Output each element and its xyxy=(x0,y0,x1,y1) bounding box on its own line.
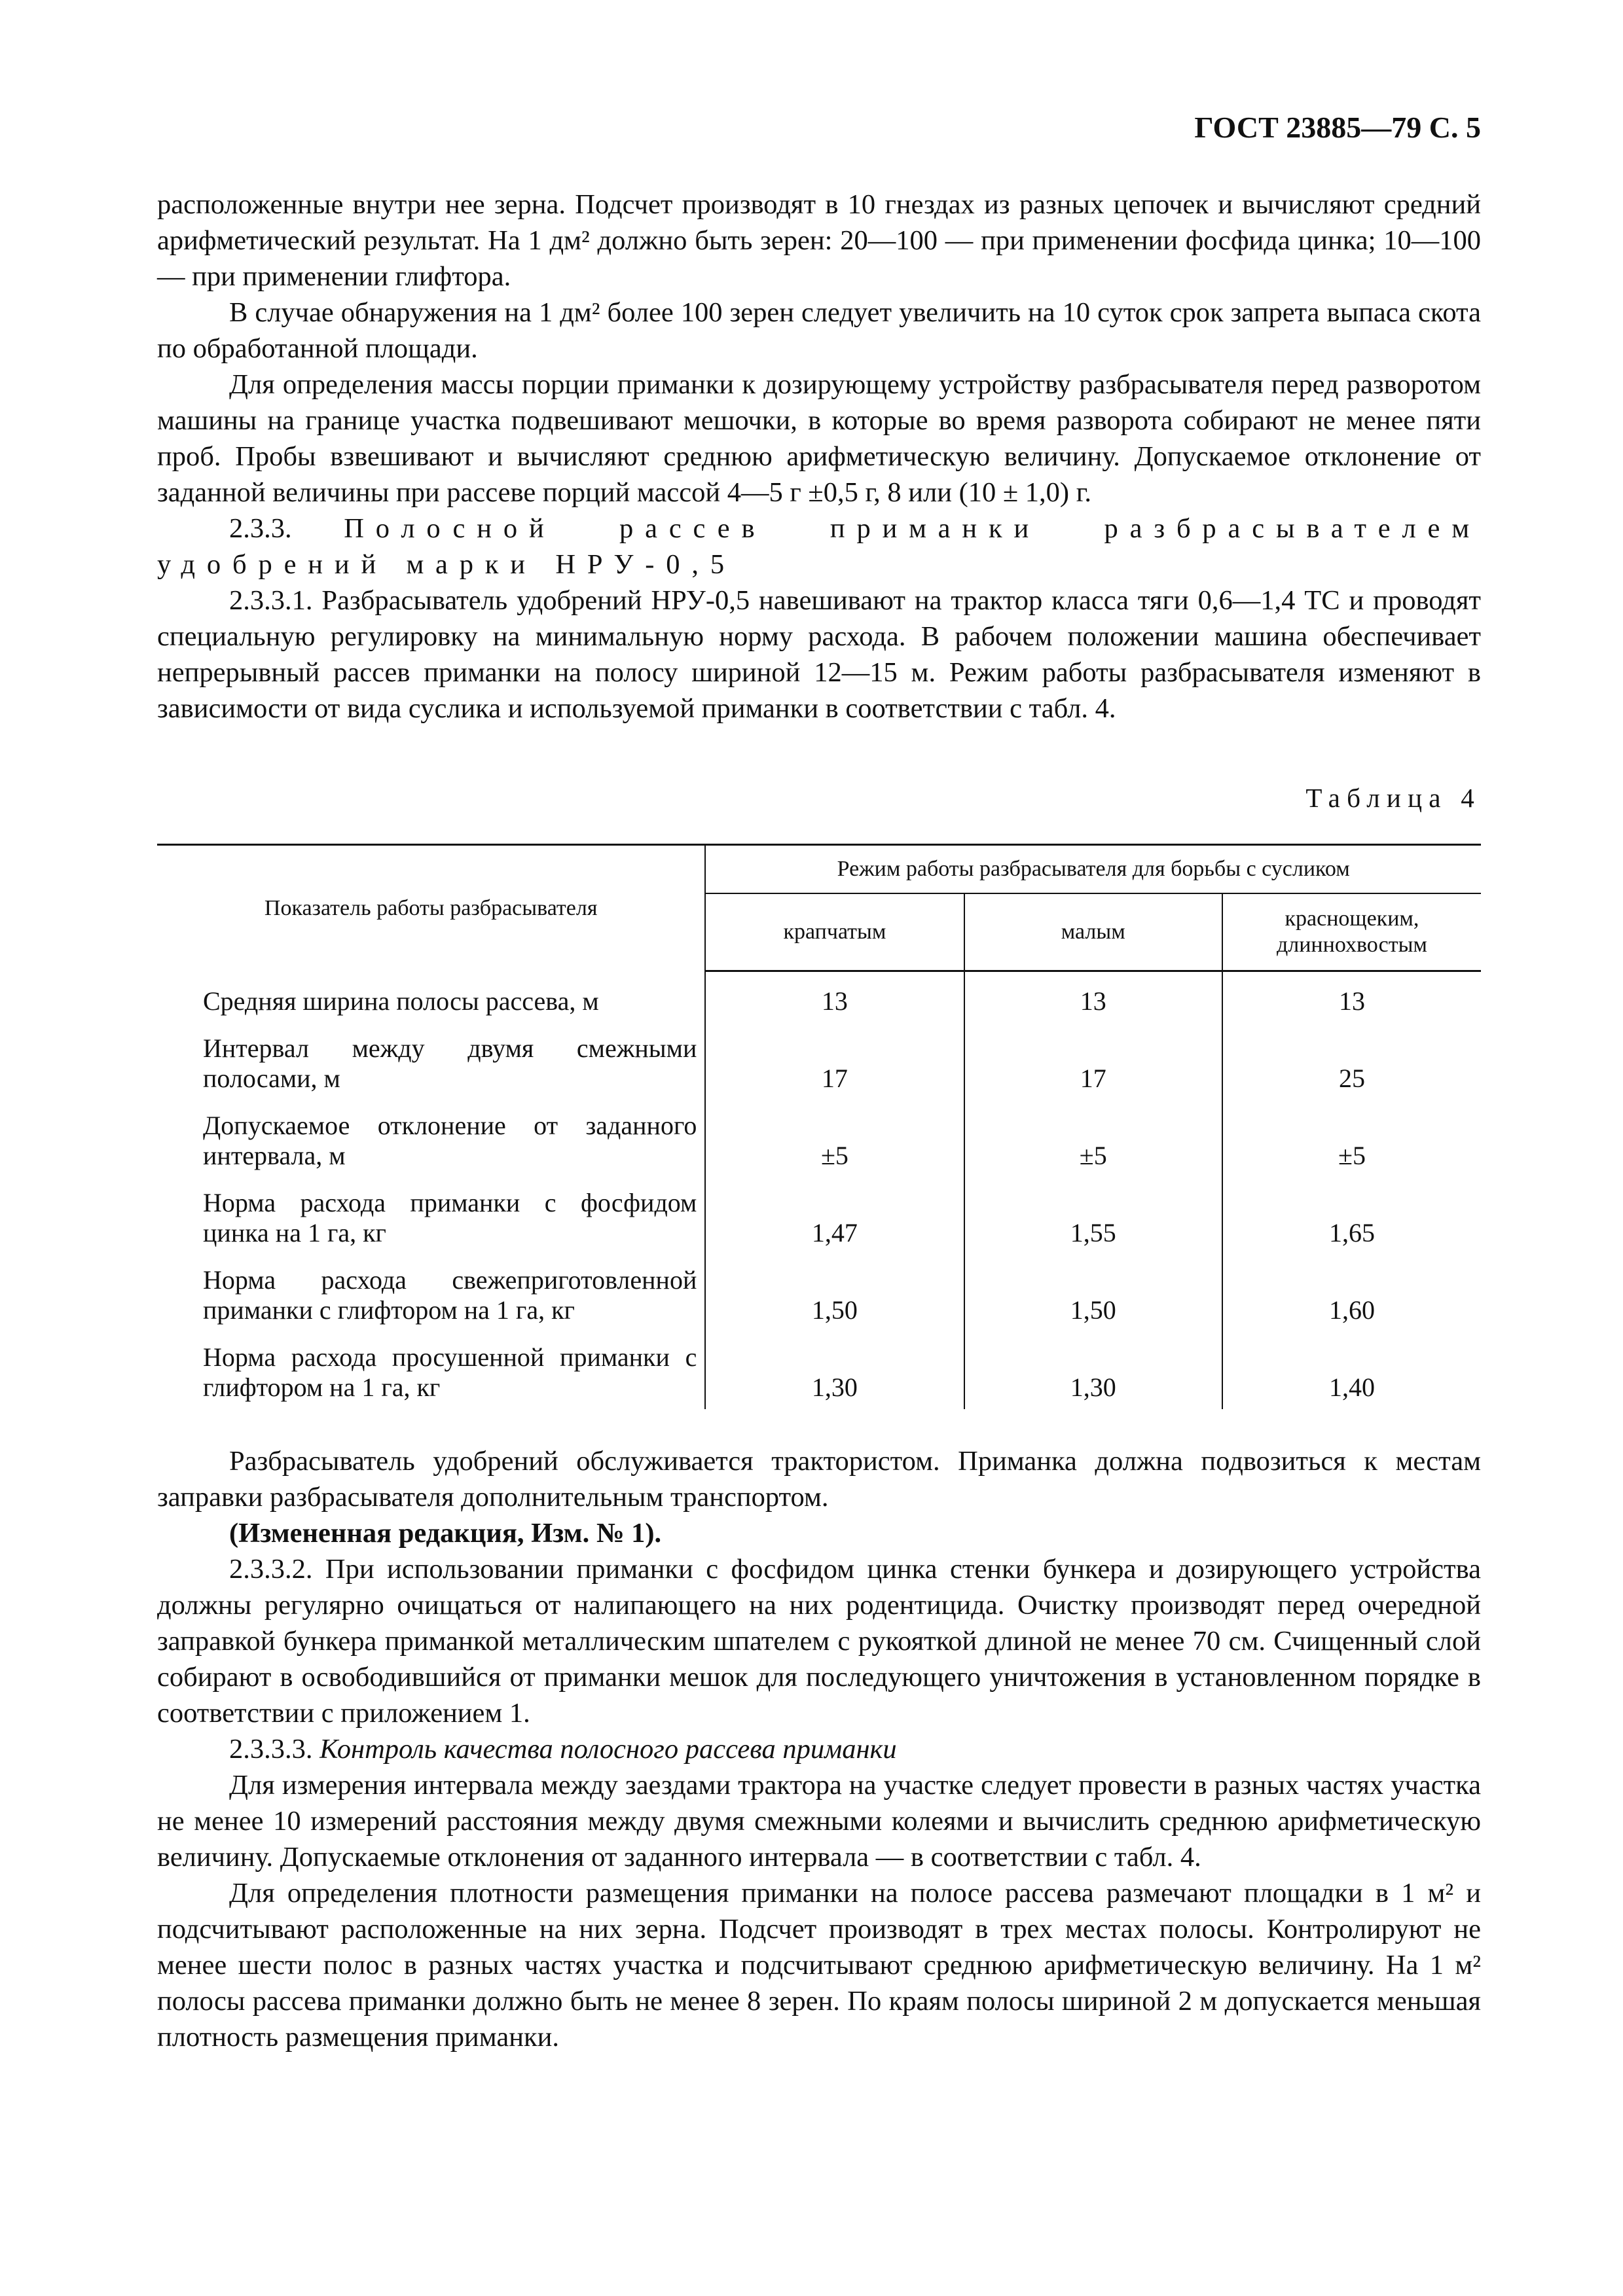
section-title: Полосной рассев приманки разбрасывателем удобрений марки НРУ-0,5 xyxy=(157,513,1481,580)
section-number: 2.3.3.3. xyxy=(229,1734,313,1765)
cell-value: 13 xyxy=(964,971,1222,1024)
section-title: Контроль качества полосного рассева приманки xyxy=(319,1734,897,1765)
cell-value: 1,60 xyxy=(1328,1295,1375,1325)
page-header: ГОСТ 23885—79 С. 5 xyxy=(1194,111,1481,144)
cell-value: 1,47 xyxy=(705,1177,964,1255)
row-label: Интервал между двумя смежными полосами, м xyxy=(157,1023,705,1100)
row-label: Средняя ширина полосы рассева, м xyxy=(157,971,705,1024)
cell-value: 1,40 xyxy=(1328,1372,1375,1402)
cell-value: 17 xyxy=(705,1023,964,1100)
paragraph: В случае обнаружения на 1 дм² более 100 зерен следует увеличить на 10 суток срок запрета выпаса скота по обработанной площади. xyxy=(157,297,1481,364)
cell-value: 17 xyxy=(964,1023,1222,1100)
section-heading xyxy=(157,511,1481,583)
paragraph: Для определения массы порции приманки к дозирующему устройству разбрасывателя перед разворотом машины на границе участка подвешивают мешочки, в которые во время разворота собирают не менее пяти проб. Пробы взвешивают и вычисляют среднюю арифметическую величину. Допускаемое отклонение от заданной величины при рассеве порций массой 4—5 г ±0,5 г, 8 или (10 ± 1,0) г. xyxy=(157,369,1481,508)
cell-value: 1,30 xyxy=(705,1332,964,1409)
paragraph: Для измерения интервала между заездами трактора на участке следует провести в разных частях участка не менее 10 измерений расстояния между двумя смежными колеями и вычислить среднюю арифметическую величину. Допускаемые отклонения от заданного интервала — в соответствии с табл. 4. xyxy=(157,1770,1481,1873)
row-label: Норма расхода приманки с фосфидом цинка на 1 га, кг xyxy=(157,1177,705,1255)
table-row xyxy=(157,1332,1481,1409)
table-row xyxy=(157,1255,1481,1332)
section-number: 2.3.3. xyxy=(229,513,292,544)
cell-value: ±5 xyxy=(1338,1141,1366,1170)
column-header-small: малым xyxy=(964,893,1222,971)
document-body xyxy=(157,187,1481,2055)
table-caption: Таблица 4 xyxy=(1305,783,1481,813)
paragraph: 2.3.3.2. При использовании приманки с фосфидом цинка стенки бункера и дозирующего устройства должны регулярно очищаться от налипающего на них родентицида. Очистку производят перед очередной заправкой бункера приманкой металлическим шпателем с рукояткой длиной не менее 70 см. Счищенный слой собирают в освободившийся от приманки мешок для последующего уничтожения в установленном порядке в соответствии с приложением 1. xyxy=(157,1554,1481,1729)
cell-value: 13 xyxy=(705,971,964,1024)
cell-value: 1,55 xyxy=(964,1177,1222,1255)
cell-value: 1,50 xyxy=(705,1255,964,1332)
row-label: Допускаемое отклонение от заданного интервала, м xyxy=(157,1100,705,1177)
row-label: Норма расхода свежеприготовленной приманки с глифтором на 1 га, кг xyxy=(157,1255,705,1332)
paragraph: 2.3.3.1. Разбрасыватель удобрений НРУ-0,5 навешивают на трактор класса тяги 0,6—1,4 ТС и проводят специальную регулировку на минимальную норму расхода. В рабочем положении машина обеспечивает непрерывный рассев приманки на полосу шириной 12—15 м. Режим работы разбрасывателя изменяют в зависимости от вида суслика и используемой приманки в соответствии с табл. 4. xyxy=(157,585,1481,724)
column-header-redcheek-longtail: краснощеким, длиннохвостым xyxy=(1222,893,1481,971)
column-header-spotted: крапчатым xyxy=(705,893,964,971)
amendment-note: (Измененная редакция, Изм. № 1). xyxy=(229,1518,662,1549)
column-header-indicator: Показатель работы разбрасывателя xyxy=(157,845,705,971)
cell-value: 1,30 xyxy=(964,1332,1222,1409)
table-row xyxy=(157,1023,1481,1100)
row-label: Норма расхода просушенной приманки с глифтором на 1 га, кг xyxy=(157,1332,705,1409)
paragraph: расположенные внутри нее зерна. Подсчет производят в 10 гнездах из разных цепочек и вычисляют средний арифметический результат. На 1 дм² должно быть зерен: 20—100 — при применении фосфида цинка; 10—100 — при применении глифтора. xyxy=(157,189,1481,292)
cell-value: 25 xyxy=(1338,1064,1365,1093)
cell-value: 1,50 xyxy=(964,1255,1222,1332)
cell-value: 13 xyxy=(1338,986,1365,1016)
table-row xyxy=(157,1100,1481,1177)
table-4 xyxy=(157,844,1481,1409)
section-heading xyxy=(157,1731,1481,1767)
column-header-mode: Режим работы разбрасывателя для борьбы с сусликом xyxy=(705,845,1481,894)
table-row xyxy=(157,1177,1481,1255)
paragraph: Разбрасыватель удобрений обслуживается трактористом. Приманка должна подвозиться к местам заправки разбрасывателя дополнительным транспортом. xyxy=(157,1446,1481,1513)
cell-value: ±5 xyxy=(705,1100,964,1177)
table-row xyxy=(157,971,1481,1024)
cell-value: ±5 xyxy=(964,1100,1222,1177)
cell-value: 1,65 xyxy=(1328,1218,1375,1247)
paragraph: Для определения плотности размещения приманки на полосе рассева размечают площадки в 1 м² и подсчитывают расположенные на них зерна. Подсчет производят в трех местах полосы. Контролируют не менее шести полос в разных частях участка и подсчитывают среднюю арифметическую величину. На 1 м² полосы рассева приманки должно быть не менее 8 зерен. По краям полосы шириной 2 м допускается меньшая плотность размещения приманки. xyxy=(157,1878,1481,2053)
